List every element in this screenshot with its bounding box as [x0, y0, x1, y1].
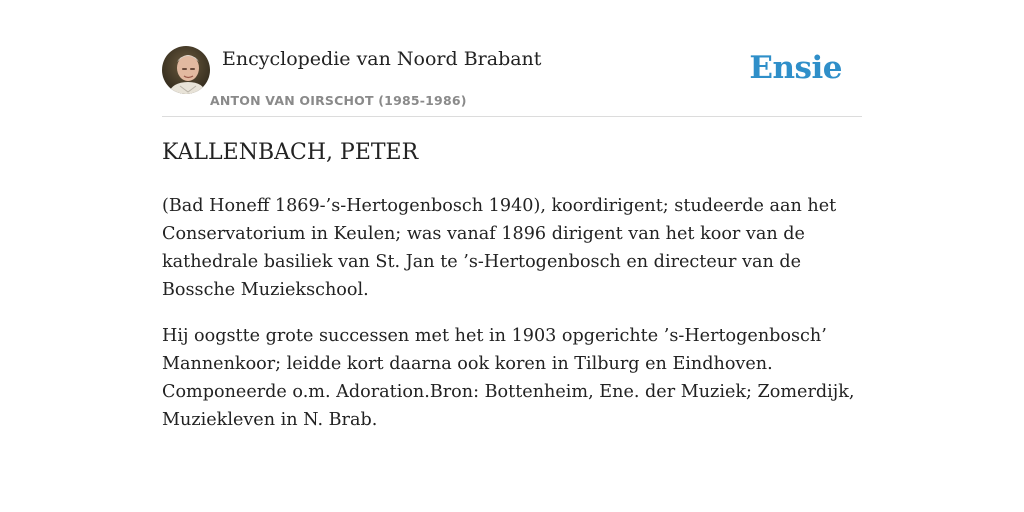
- author-portrait-icon: [162, 46, 210, 94]
- ensie-logo[interactable]: Ensie: [749, 50, 842, 86]
- header: [162, 46, 862, 117]
- entry-paragraph: (Bad Honeff 1869-’s-Hertogenbosch 1940), koordirigent; studeerde aan het Conservatorium in Keulen; was vanaf 1896 dirigent van het koor van de kathedrale basiliek van St. Jan te ’s-Hertogenbosch en directeur van de Bossche Muziekschool.: [162, 196, 837, 300]
- book-title[interactable]: Encyclopedie van Noord Brabant: [222, 48, 542, 70]
- author-avatar[interactable]: [162, 46, 210, 94]
- entry-body: [162, 192, 862, 452]
- entry-paragraph: Hij oogstte grote successen met het in 1903 opgerichte ’s-Hertogenbosch’ Mannenkoor; leidde kort daarna ook koren in Tilburg en Eindhoven. Componeerde o.m. Adoration.Bron: Bottenheim, Ene. der Muziek; Zomerdijk, Muziekleven in N. Brab.: [162, 326, 855, 430]
- author-name[interactable]: ANTON VAN OIRSCHOT (1985-1986): [210, 93, 467, 108]
- entry-title: KALLENBACH, PETER: [162, 140, 419, 165]
